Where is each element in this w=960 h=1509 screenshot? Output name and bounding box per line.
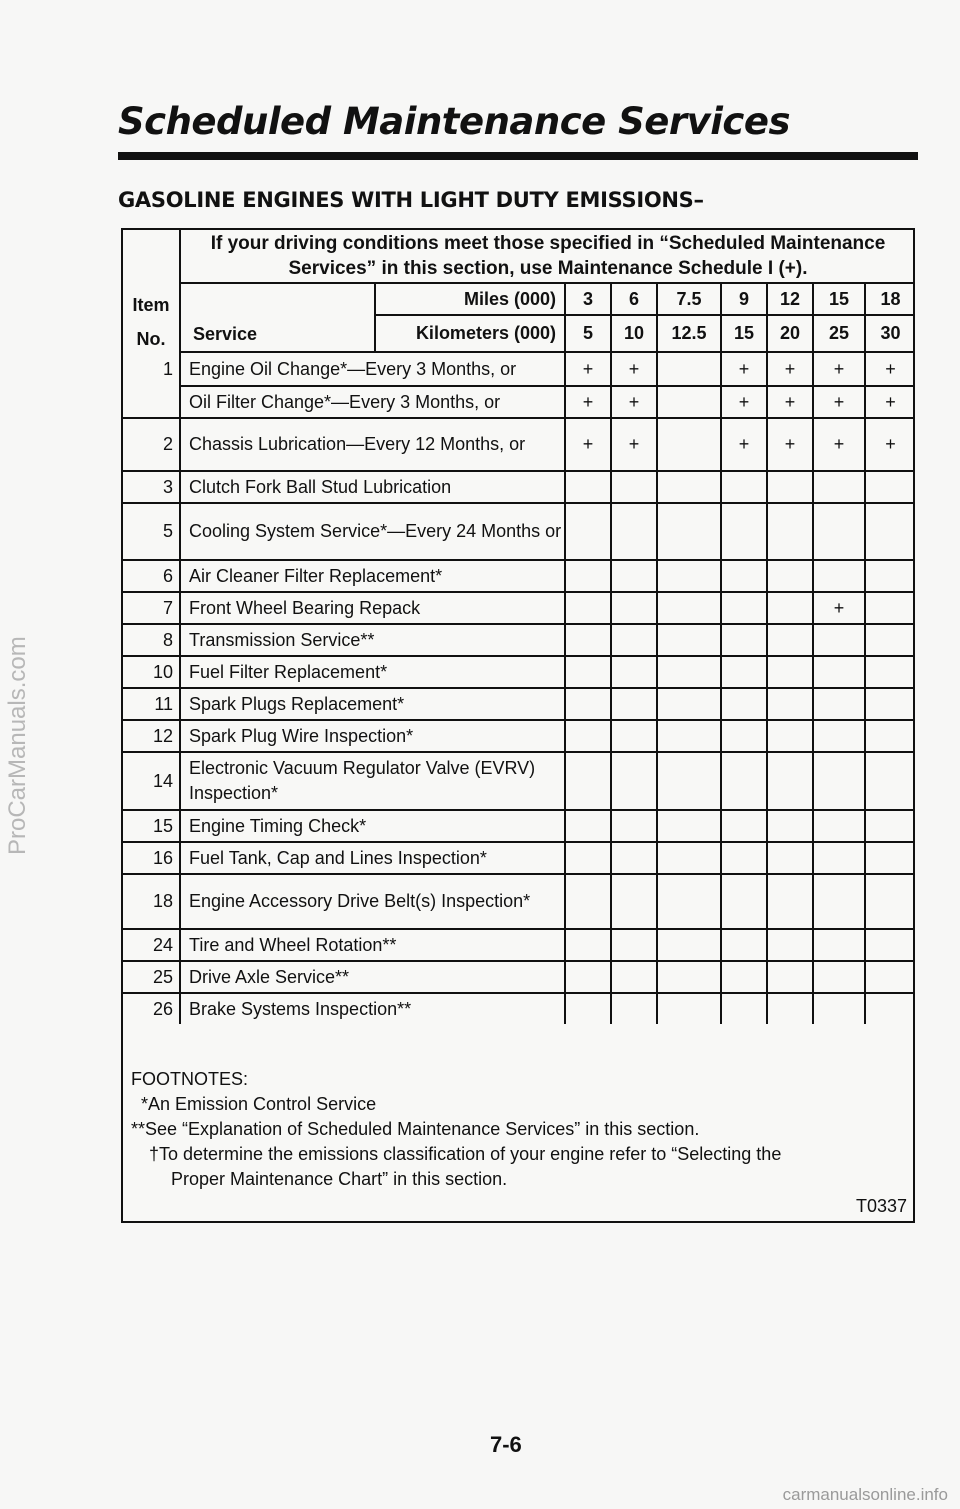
schedule-mark <box>656 873 720 928</box>
chart-code: T0337 <box>855 1196 907 1216</box>
schedule-mark <box>610 960 656 992</box>
footnote-emission: *An Emission Control Service <box>141 1094 377 1114</box>
schedule-mark <box>564 687 610 719</box>
schedule-mark <box>564 719 610 751</box>
service-name: Spark Plug Wire Inspection* <box>179 719 564 751</box>
item-number: 7 <box>123 591 179 623</box>
schedule-mark <box>656 353 720 385</box>
item-number: 5 <box>123 502 179 559</box>
schedule-mark <box>864 559 915 591</box>
kilometers-header: Kilometers (000) <box>374 316 564 353</box>
schedule-mark <box>610 809 656 841</box>
schedule-mark <box>656 591 720 623</box>
schedule-mark <box>610 470 656 502</box>
service-name: Brake Systems Inspection** <box>179 992 564 1024</box>
km-interval: 5 <box>564 316 610 353</box>
item-number: 12 <box>123 719 179 751</box>
schedule-mark <box>864 809 915 841</box>
schedule-mark <box>720 470 766 502</box>
schedule-mark <box>720 502 766 559</box>
schedule-grid <box>123 230 915 1024</box>
schedule-mark <box>812 751 864 809</box>
item-number: 15 <box>123 809 179 841</box>
item-number <box>123 385 179 417</box>
service-name: Tire and Wheel Rotation** <box>179 928 564 960</box>
km-interval: 30 <box>864 316 915 353</box>
schedule-mark <box>720 591 766 623</box>
schedule-mark <box>564 559 610 591</box>
schedule-mark <box>720 960 766 992</box>
schedule-mark <box>610 655 656 687</box>
service-name: Spark Plugs Replacement* <box>179 687 564 719</box>
footnotes <box>131 1067 905 1192</box>
service-name: Engine Timing Check* <box>179 809 564 841</box>
schedule-mark <box>812 928 864 960</box>
schedule-mark <box>720 559 766 591</box>
footnotes-heading: FOOTNOTES: <box>131 1069 248 1089</box>
item-number: 3 <box>123 470 179 502</box>
schedule-mark <box>656 809 720 841</box>
schedule-mark: + <box>864 417 915 470</box>
schedule-mark <box>812 719 864 751</box>
schedule-mark <box>720 623 766 655</box>
schedule-mark <box>812 992 864 1024</box>
schedule-mark <box>864 591 915 623</box>
schedule-mark <box>720 841 766 873</box>
service-name: Air Cleaner Filter Replacement* <box>179 559 564 591</box>
schedule-mark <box>564 809 610 841</box>
item-number: 6 <box>123 559 179 591</box>
schedule-mark <box>766 809 812 841</box>
item-number: 24 <box>123 928 179 960</box>
schedule-mark: + <box>812 417 864 470</box>
maintenance-schedule-table <box>121 228 915 1223</box>
schedule-mark <box>766 960 812 992</box>
schedule-mark: + <box>812 591 864 623</box>
schedule-mark <box>656 502 720 559</box>
schedule-mark <box>864 992 915 1024</box>
schedule-mark <box>610 841 656 873</box>
schedule-intro <box>179 230 915 284</box>
schedule-mark <box>564 928 610 960</box>
schedule-mark <box>766 751 812 809</box>
schedule-mark <box>610 751 656 809</box>
schedule-mark <box>720 928 766 960</box>
schedule-mark <box>720 719 766 751</box>
schedule-mark: + <box>864 385 915 417</box>
schedule-mark <box>812 655 864 687</box>
schedule-mark <box>766 623 812 655</box>
schedule-mark <box>812 623 864 655</box>
schedule-mark <box>812 502 864 559</box>
schedule-mark <box>656 623 720 655</box>
schedule-mark <box>766 719 812 751</box>
footnote-classification-cont: Proper Maintenance Chart” in this section. <box>171 1169 508 1189</box>
schedule-mark <box>864 719 915 751</box>
schedule-mark: + <box>812 353 864 385</box>
schedule-mark <box>564 623 610 655</box>
schedule-mark <box>656 960 720 992</box>
service-name: Engine Accessory Drive Belt(s) Inspection* <box>179 873 564 928</box>
schedule-mark <box>564 960 610 992</box>
schedule-mark <box>610 992 656 1024</box>
schedule-mark <box>766 687 812 719</box>
service-name: Chassis Lubrication—Every 12 Months, or <box>179 417 564 470</box>
schedule-mark <box>864 873 915 928</box>
schedule-mark <box>720 992 766 1024</box>
schedule-mark <box>864 470 915 502</box>
schedule-mark <box>656 687 720 719</box>
service-name: Electronic Vacuum Regulator Valve (EVRV) Inspection* <box>179 751 564 809</box>
item-number: 11 <box>123 687 179 719</box>
page-title: Scheduled Maintenance Services <box>118 100 790 143</box>
schedule-mark <box>766 992 812 1024</box>
schedule-mark <box>766 559 812 591</box>
item-number: 1 <box>162 358 173 379</box>
schedule-mark: + <box>610 353 656 385</box>
schedule-mark <box>610 623 656 655</box>
miles-interval: 7.5 <box>656 284 720 316</box>
km-interval: 20 <box>766 316 812 353</box>
service-name: Transmission Service** <box>179 623 564 655</box>
bottom-watermark: carmanualsonline.info <box>782 1485 948 1504</box>
km-interval: 15 <box>720 316 766 353</box>
schedule-mark <box>656 470 720 502</box>
schedule-mark <box>564 655 610 687</box>
schedule-mark <box>610 719 656 751</box>
service-name: Clutch Fork Ball Stud Lubrication <box>179 470 564 502</box>
schedule-mark <box>720 687 766 719</box>
schedule-mark <box>864 623 915 655</box>
schedule-mark <box>656 751 720 809</box>
item-number: 14 <box>123 751 179 809</box>
schedule-mark <box>766 502 812 559</box>
intro-line-2: Services” in this section, use Maintenance Schedule I (+). <box>288 258 808 279</box>
schedule-mark <box>766 591 812 623</box>
schedule-mark <box>864 960 915 992</box>
service-name: Oil Filter Change*—Every 3 Months, or <box>179 385 564 417</box>
schedule-mark <box>610 873 656 928</box>
schedule-mark <box>766 928 812 960</box>
schedule-mark <box>564 751 610 809</box>
schedule-mark <box>864 841 915 873</box>
page-number: 7-6 <box>490 1432 522 1457</box>
title-rule <box>118 152 918 160</box>
footnote-explanation: **See “Explanation of Scheduled Maintenance Services” in this section. <box>131 1119 700 1139</box>
schedule-mark: + <box>720 353 766 385</box>
schedule-mark: + <box>564 353 610 385</box>
item-number: 26 <box>123 992 179 1024</box>
miles-interval: 18 <box>864 284 915 316</box>
schedule-mark <box>864 928 915 960</box>
schedule-mark: + <box>610 385 656 417</box>
schedule-mark <box>564 591 610 623</box>
service-name: Engine Oil Change*—Every 3 Months, or <box>179 353 564 385</box>
schedule-mark: + <box>720 385 766 417</box>
schedule-mark <box>864 502 915 559</box>
schedule-mark: + <box>564 417 610 470</box>
schedule-mark <box>766 841 812 873</box>
schedule-mark <box>864 751 915 809</box>
miles-interval: 12 <box>766 284 812 316</box>
schedule-mark <box>812 687 864 719</box>
schedule-mark <box>812 873 864 928</box>
schedule-mark <box>610 502 656 559</box>
km-interval: 25 <box>812 316 864 353</box>
km-interval: 12.5 <box>656 316 720 353</box>
miles-interval: 6 <box>610 284 656 316</box>
section-subtitle: GASOLINE ENGINES WITH LIGHT DUTY EMISSIONS– <box>118 188 704 212</box>
footnote-classification: †To determine the emissions classification of your engine refer to “Selecting the <box>149 1144 782 1164</box>
schedule-mark <box>812 809 864 841</box>
item-number-header <box>123 230 179 353</box>
schedule-mark <box>656 385 720 417</box>
schedule-mark: + <box>766 353 812 385</box>
schedule-mark: + <box>564 385 610 417</box>
schedule-mark <box>656 928 720 960</box>
schedule-mark: + <box>812 385 864 417</box>
schedule-mark: + <box>766 385 812 417</box>
schedule-mark: + <box>610 417 656 470</box>
schedule-mark <box>720 655 766 687</box>
miles-header: Miles (000) <box>374 284 564 316</box>
schedule-mark <box>766 470 812 502</box>
schedule-mark <box>656 992 720 1024</box>
km-interval: 10 <box>610 316 656 353</box>
intro-line-1: If your driving conditions meet those specified in “Scheduled Maintenance <box>210 233 886 254</box>
schedule-mark <box>812 960 864 992</box>
schedule-mark <box>610 928 656 960</box>
schedule-mark <box>564 502 610 559</box>
schedule-mark: + <box>864 353 915 385</box>
schedule-mark <box>610 591 656 623</box>
schedule-mark <box>812 559 864 591</box>
schedule-mark <box>656 417 720 470</box>
schedule-mark <box>864 655 915 687</box>
item-number: 16 <box>123 841 179 873</box>
item-number: 18 <box>123 873 179 928</box>
schedule-mark <box>656 841 720 873</box>
item-number: 2 <box>123 417 179 470</box>
schedule-mark <box>720 809 766 841</box>
miles-interval: 9 <box>720 284 766 316</box>
schedule-mark <box>656 655 720 687</box>
schedule-mark <box>812 841 864 873</box>
schedule-mark <box>610 687 656 719</box>
schedule-mark <box>812 470 864 502</box>
schedule-mark <box>610 559 656 591</box>
item-header-label: Item <box>132 294 170 315</box>
schedule-mark <box>720 751 766 809</box>
schedule-mark <box>564 470 610 502</box>
side-watermark: ProCarManuals.com <box>4 636 31 855</box>
miles-interval: 3 <box>564 284 610 316</box>
schedule-mark <box>656 719 720 751</box>
schedule-mark <box>564 841 610 873</box>
item-number: 10 <box>123 655 179 687</box>
schedule-mark <box>766 873 812 928</box>
number-header-label: No. <box>136 328 166 349</box>
schedule-mark <box>864 687 915 719</box>
schedule-mark <box>766 655 812 687</box>
service-name: Fuel Tank, Cap and Lines Inspection* <box>179 841 564 873</box>
service-name: Cooling System Service*—Every 24 Months or <box>179 502 564 559</box>
item-number: 8 <box>123 623 179 655</box>
item-number: 25 <box>123 960 179 992</box>
schedule-mark: + <box>766 417 812 470</box>
schedule-mark <box>564 992 610 1024</box>
service-name: Drive Axle Service** <box>179 960 564 992</box>
schedule-mark <box>564 873 610 928</box>
schedule-mark <box>656 559 720 591</box>
schedule-mark <box>720 873 766 928</box>
service-name: Fuel Filter Replacement* <box>179 655 564 687</box>
schedule-mark: + <box>720 417 766 470</box>
service-name: Front Wheel Bearing Repack <box>179 591 564 623</box>
service-header: Service <box>179 284 374 353</box>
miles-interval: 15 <box>812 284 864 316</box>
